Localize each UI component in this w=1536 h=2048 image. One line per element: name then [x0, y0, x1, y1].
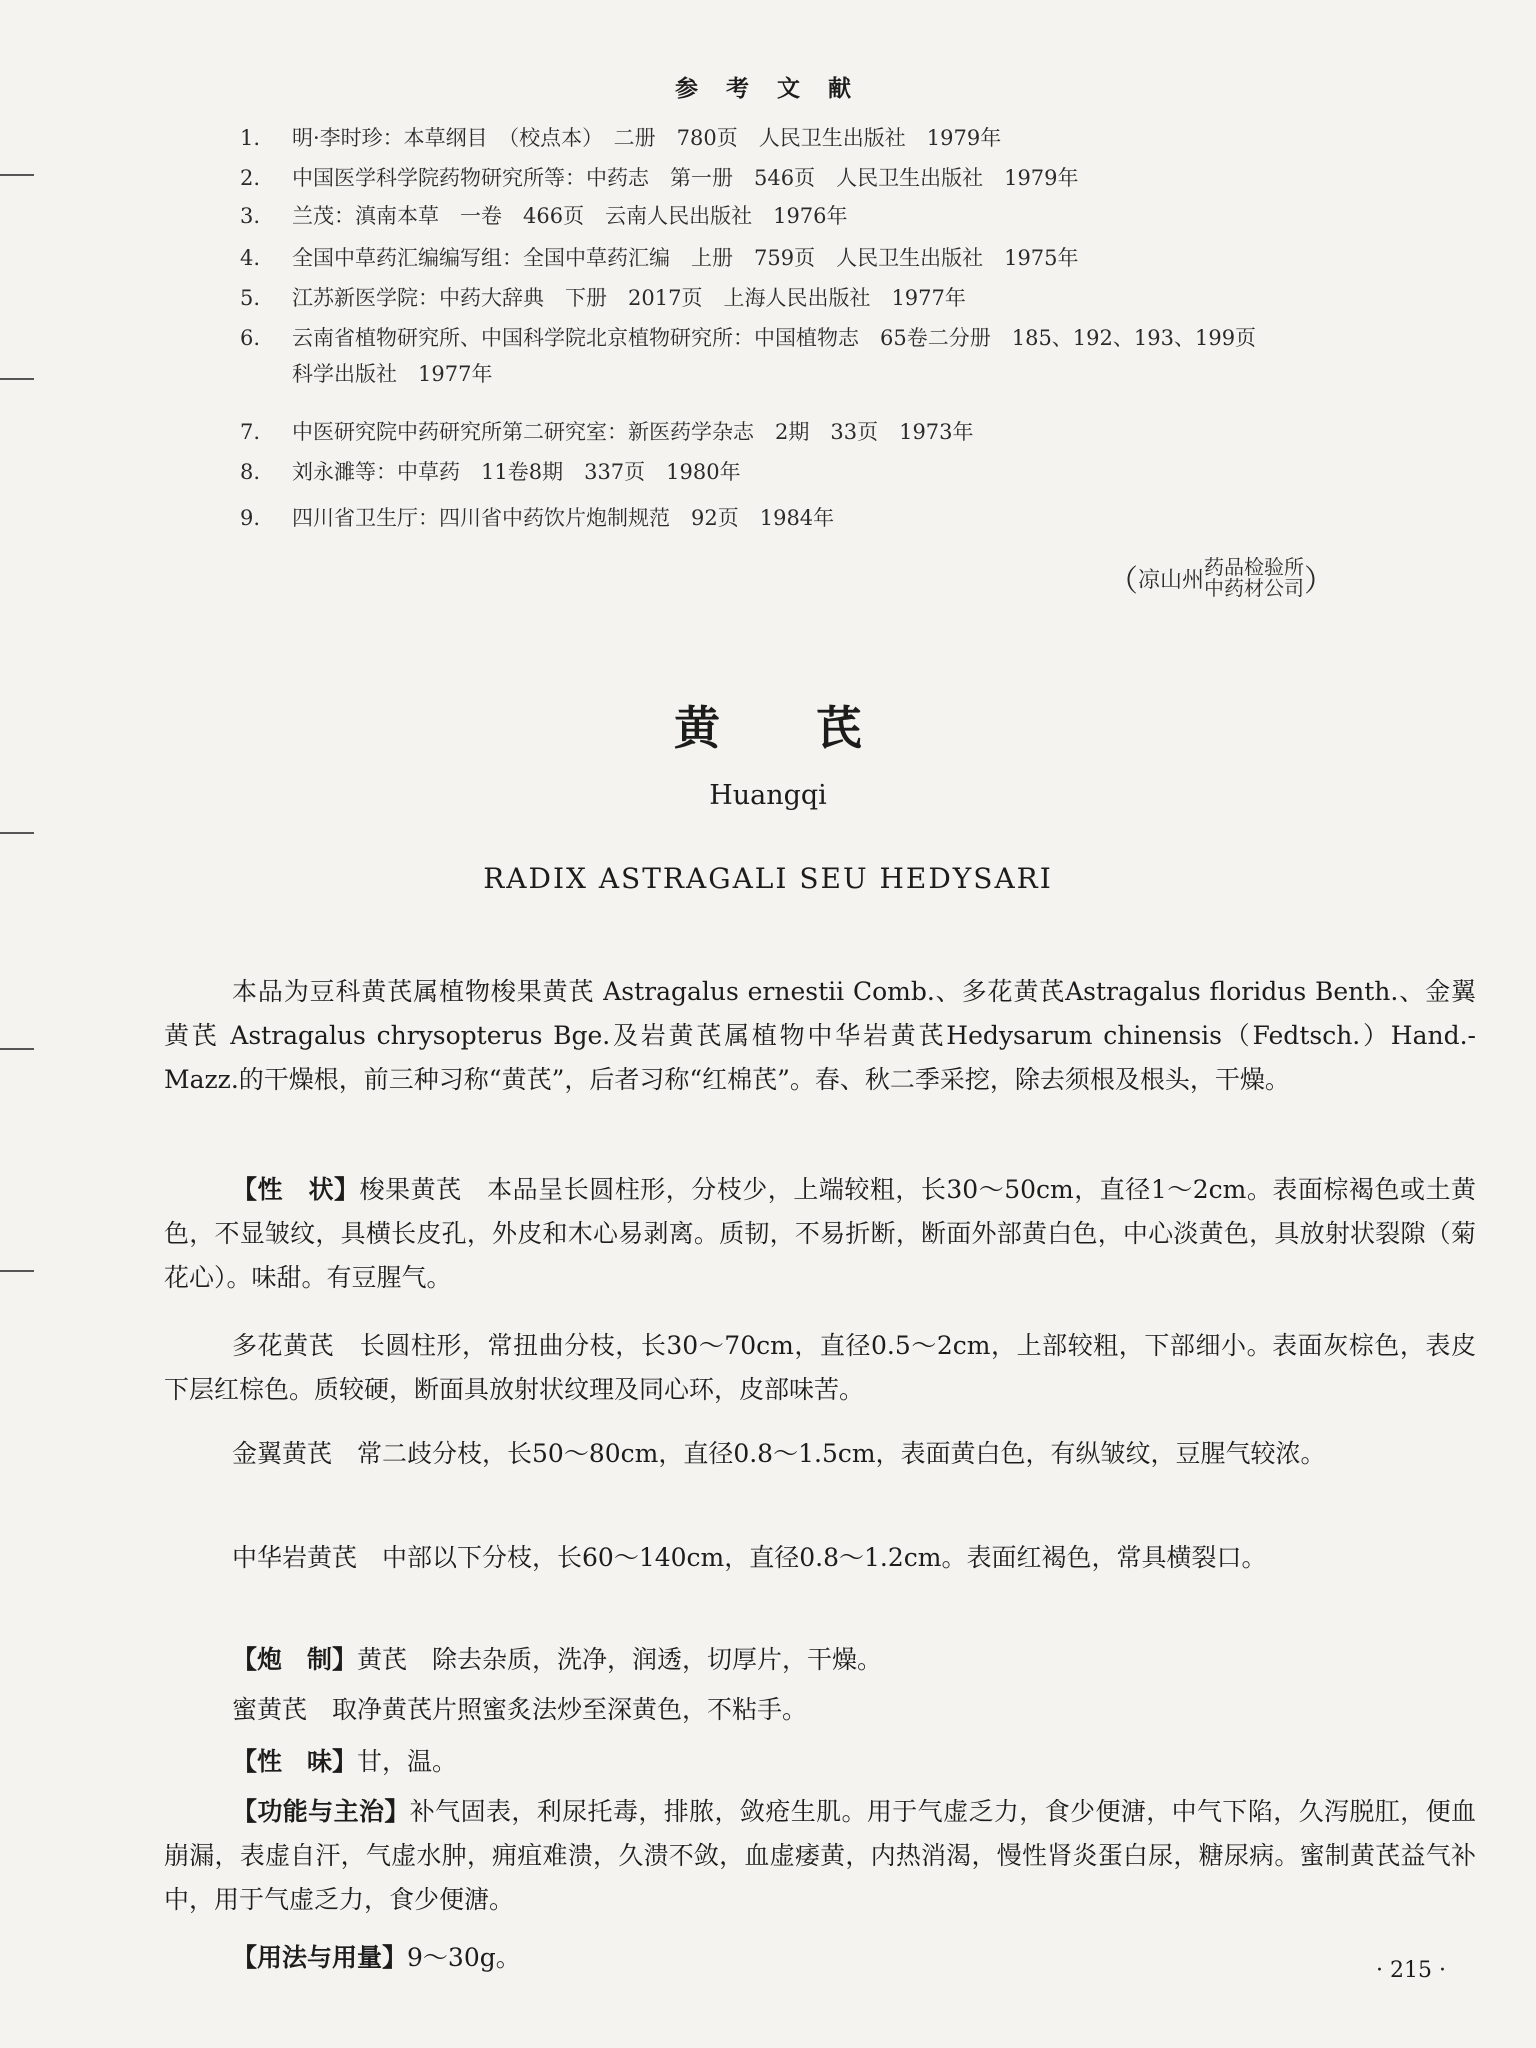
variety-duohua: 多花黄芪 长圆柱形，常扭曲分枝，长30～70cm，直径0.5～2cm，上部较粗，下部细小。表面灰棕色，表皮下层红棕色。质较硬，断面具放射状纹理及同心环，皮部味苦。: [164, 1331, 1476, 1404]
section-processing: [164, 1638, 1476, 1682]
page-number: · 215 ·: [1376, 1958, 1446, 1983]
credit-stack: [1204, 557, 1304, 599]
section-text: 补气固表，利尿托毒，排脓，敛疮生肌。用于气虚乏力，食少便溏，中气下陷，久泻脱肛，便血崩漏，表虚自汗，气虚水肿，痈疽难溃，久溃不敛，血虚痿黄，内热消渴，慢性肾炎蛋白尿，糖尿病。蜜制黄芪益气补中，用于气虚乏力，食少便溏。: [164, 1797, 1476, 1914]
reference-text: 全国中草药汇编编写组：全国中草药汇编 上册 759页 人民卫生出版社 1975年: [292, 246, 1079, 270]
reference-text: 刘永濉等：中草药 11卷8期 337页 1980年: [292, 460, 741, 484]
section-label: 【用法与用量】: [232, 1943, 408, 1972]
reference-text: 云南省植物研究所、中国科学院北京植物研究所：中国植物志 65卷二分册 185、192、193、199页: [292, 326, 1257, 350]
reference-item: [240, 416, 974, 446]
section-text: 梭果黄芪 本品呈长圆柱形，分枝少，上端较粗，长30～50cm，直径1～2cm。表面棕褐色或土黄色，不显皱纹，具横长皮孔，外皮和木心易剥离。质韧，不易折断，断面外部黄白色，中心淡黄色，具放射状裂隙（菊花心）。味甜。有豆腥气。: [164, 1175, 1476, 1292]
monograph-pinyin: Huangqi: [709, 780, 827, 811]
section-label: 【功能与主治】: [232, 1797, 410, 1826]
reference-number: 7.: [240, 420, 261, 444]
reference-item: [240, 456, 741, 486]
section-text: 黄芪 除去杂质，洗净，润透，切厚片，干燥。: [357, 1645, 883, 1674]
reference-text: 江苏新医学院：中药大辞典 下册 2017页 上海人民出版社 1977年: [292, 286, 966, 310]
reference-item: [240, 282, 966, 312]
section-functions: [164, 1790, 1476, 1922]
section-text: 甘，温。: [357, 1747, 458, 1776]
binding-mark: [0, 378, 34, 380]
reference-number: 3.: [240, 204, 261, 228]
credit-prefix: 凉山州: [1138, 567, 1205, 593]
credit-line-2: 中药材公司: [1204, 576, 1305, 600]
reference-item: [240, 502, 834, 532]
reference-text: 四川省卫生厅：四川省中药饮片炮制规范 92页 1984年: [292, 506, 835, 530]
reference-item: [240, 200, 848, 230]
reference-number: 2.: [240, 166, 261, 190]
intro-paragraph: 本品为豆科黄芪属植物梭果黄芪 Astragalus ernestii Comb.、多花黄芪Astragalus floridus Benth.、金翼黄芪 Astragalus chrysopterus Bge.及岩黄芪属植物中华岩黄芪Hedysarum chinensis（Fedtsch.）Hand.-Mazz.的干燥根，前三种习称“黄芪”，后者习称“红棉芪”。春、秋二季采挖，除去须根及根头，干燥。: [164, 977, 1476, 1094]
reference-number: 5.: [240, 286, 261, 310]
reference-text: 兰茂：滇南本草 一卷 466页 云南人民出版社 1976年: [292, 204, 848, 228]
reference-item: [240, 122, 1001, 152]
section-dosage: [164, 1936, 1476, 1980]
references-heading: 参 考 文 献: [674, 75, 862, 102]
binding-mark: [0, 832, 34, 834]
section-label: 【炮 制】: [232, 1645, 358, 1674]
reference-number: 9.: [240, 506, 261, 530]
section-characters: [164, 1168, 1476, 1300]
honey-processing: 蜜黄芪 取净黄芪片照蜜炙法炒至深黄色，不粘手。: [232, 1695, 808, 1724]
binding-mark: [0, 1270, 34, 1272]
variety-jinyi: 金翼黄芪 常二歧分枝，长50～80cm，直径0.8～1.5cm，表面黄白色，有纵皱纹，豆腥气较浓。: [232, 1439, 1326, 1468]
monograph-latin-name: RADIX ASTRAGALI SEU HEDYSARI: [483, 862, 1053, 895]
variety-zhonghua: 中华岩黄芪 中部以下分枝，长60～140cm，直径0.8～1.2cm。表面红褐色，常具横裂口。: [232, 1543, 1267, 1572]
reference-item: [240, 242, 1079, 272]
reference-item: [240, 322, 1256, 388]
reference-number: 4.: [240, 246, 261, 270]
binding-mark: [0, 1048, 34, 1050]
reference-text: 中国医学科学院药物研究所等：中药志 第一册 546页 人民卫生出版社 1979年: [292, 166, 1079, 190]
reference-text: 中医研究院中药研究所第二研究室：新医药学杂志 2期 33页 1973年: [292, 420, 974, 444]
reference-number: 1.: [240, 126, 261, 150]
section-property: [164, 1740, 1476, 1784]
reference-number: 8.: [240, 460, 261, 484]
binding-mark: [0, 174, 34, 176]
monograph-title: 黄芪: [674, 701, 958, 755]
reference-text: 明·李时珍：本草纲目 （校点本） 二册 780页 人民卫生出版社 1979年: [292, 126, 1002, 150]
reference-continuation: 科学出版社 1977年: [292, 362, 493, 386]
author-credit: [1108, 556, 1334, 600]
section-label: 【性 味】: [232, 1747, 358, 1776]
reference-item: [240, 162, 1079, 192]
credit-line-1: 药品检验所: [1204, 555, 1305, 579]
section-text: 9～30g。: [407, 1943, 521, 1972]
section-label: 【性 状】: [232, 1175, 360, 1204]
credit-close-paren: ）: [1304, 564, 1335, 599]
credit-open-paren: （: [1108, 564, 1138, 599]
reference-number: 6.: [240, 326, 261, 350]
